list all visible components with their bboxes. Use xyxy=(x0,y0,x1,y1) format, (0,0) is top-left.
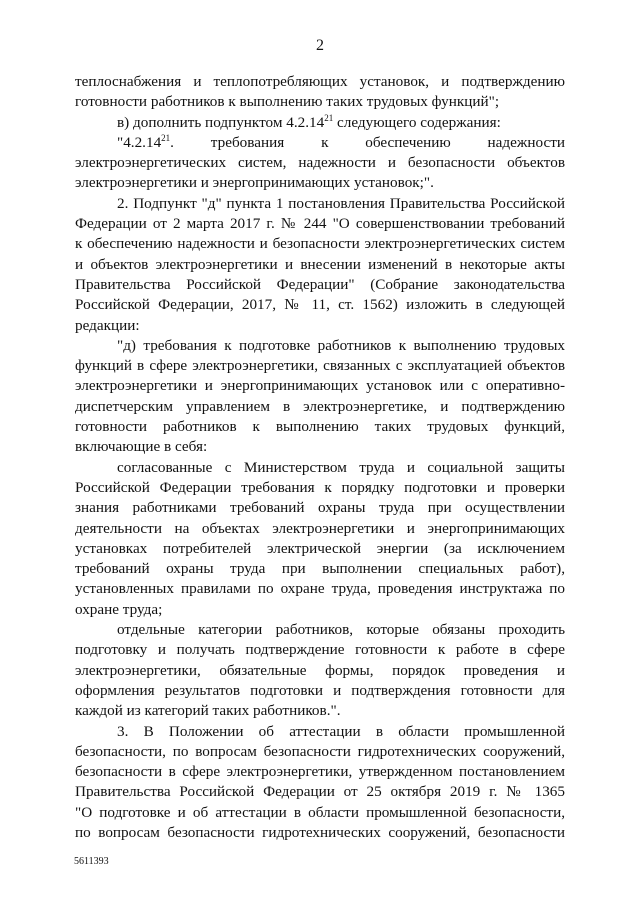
text-line: охране труда; xyxy=(75,600,163,618)
text-line: функций в сфере электроэнергетики, связанных с эксплуатацией объектов xyxy=(75,357,565,375)
text-line: электроэнергетики и энергопринимающих установок или с оперативно- xyxy=(75,377,565,395)
text-line: безопасности, по вопросам безопасности гидротехнических сооружений, xyxy=(75,742,565,760)
text-line: электроэнергетики, обязательные формы, порядок проведения и xyxy=(75,661,565,679)
text-line: в) дополнить подпунктом 4.2.14$^{21}$ следующего содержания: xyxy=(117,112,501,131)
text-line: "4.2.14$^{21}$. требования к обеспечению надежности xyxy=(117,132,565,151)
text-line: к обеспечению надежности и безопасности электроэнергетических систем xyxy=(75,235,565,253)
document-body xyxy=(75,72,565,843)
text-line: каждой из категорий таких работников.". xyxy=(75,702,341,720)
text-line: по вопросам безопасности гидротехнических сооружений, безопасности xyxy=(75,823,565,841)
text-line: знания работниками требований охраны труда при осуществлении xyxy=(75,499,565,517)
text-line: готовности работников к выполнению таких трудовых функций, xyxy=(75,418,565,436)
text-line: Российской Федерации требования к порядку подготовки и проверки xyxy=(75,478,565,496)
text-line: требований охраны труда при выполнении специальных работ), xyxy=(75,560,565,578)
text-line: Федерации от 2 марта 2017 г. № 244 "О совершенствовании требований xyxy=(75,215,565,233)
text-line: Российской Федерации, 2017, № 11, ст. 1562) изложить в следующей xyxy=(75,296,565,314)
text-line: диспетчерским управлением в электроэнергетике, и подтверждению xyxy=(75,397,565,415)
text-line: "д) требования к подготовке работников к выполнению трудовых xyxy=(117,336,565,354)
text-line: безопасности в сфере электроэнергетики, утвержденном постановлением xyxy=(75,763,565,781)
text-line: деятельности на объектах электроэнергетики и энергопринимающих xyxy=(75,519,565,537)
text-line: 2. Подпункт "д" пункта 1 постановления Правительства Российской xyxy=(117,194,565,212)
superscript: 21 xyxy=(324,112,334,123)
text-line: 3. В Положении об аттестации в области промышленной xyxy=(117,722,565,740)
document-code: 5611393 xyxy=(74,856,109,867)
text-line: теплоснабжения и теплопотребляющих установок, и подтверждению xyxy=(75,73,565,90)
text-line: установках потребителей электрической энергии (за исключением xyxy=(75,539,565,557)
text-line: включающие в себя: xyxy=(75,438,208,456)
text-line: Правительства Российской Федерации от 25 октября 2019 г. № 1365 xyxy=(75,783,565,801)
text-line: "О подготовке и об аттестации в области промышленной безопасности, xyxy=(75,803,565,821)
superscript: 21 xyxy=(161,132,171,143)
text-line: редакции: xyxy=(75,316,140,334)
text-line: отдельные категории работников, которые обязаны проходить xyxy=(117,621,565,639)
text-line: установленных правилами по охране труда, проведения инструктажа по xyxy=(75,580,565,598)
text-line: и объектов электроэнергетики и внесении изменений в некоторые акты xyxy=(75,255,565,273)
text-line: электроэнергетических систем, надежности и безопасности объектов xyxy=(75,154,565,172)
text-line: готовности работников к выполнению таких трудовых функций"; xyxy=(75,93,500,111)
text-line: Правительства Российской Федерации" (Собрание законодательства xyxy=(75,275,565,293)
page-number: 2 xyxy=(316,37,324,54)
text-line: подготовку и получать подтверждение готовности к работе в сфере xyxy=(75,641,565,659)
text-line: оформления результатов подготовки и подтверждения готовности для xyxy=(75,681,565,699)
text-line: согласованные с Министерством труда и социальной защиты xyxy=(117,458,565,476)
text-line: электроэнергетики и энергопринимающих установок;". xyxy=(75,174,434,192)
